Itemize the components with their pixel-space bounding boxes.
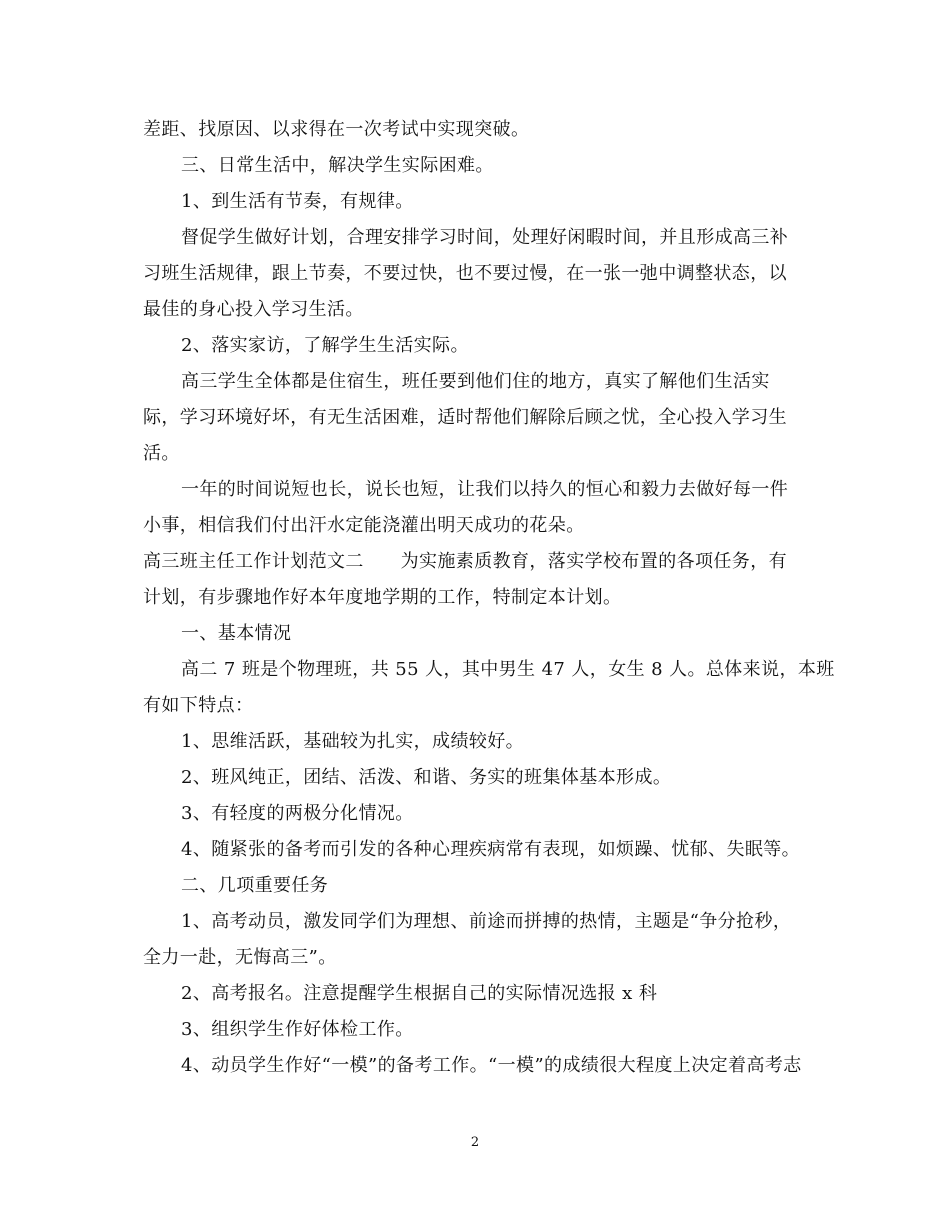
text-line: 最佳的身心投入学习生活。 (143, 299, 364, 320)
text-line: 际，学习环境好坏，有无生活困难，适时帮他们解除后顾之忧，全心投入学习生 (143, 407, 787, 428)
text-line: 三、日常生活中，解决学生实际困难。 (181, 155, 494, 176)
section-heading-line: 高三班主任工作计划范文二 为实施素质教育，落实学校布置的各项任务，有 (143, 551, 787, 572)
text-line: 3、有轻度的两极分化情况。 (181, 803, 414, 824)
text-line: 一年的时间说短也长，说长也短，让我们以持久的恒心和毅力去做好每一件 (181, 479, 789, 500)
text-line: 全力一赴，无悔高三”。 (143, 947, 337, 968)
text-line: 高三学生全体都是住宿生，班任要到他们住的地方，真实了解他们生活实 (181, 371, 770, 392)
text-line: 差距、找原因、以求得在一次考试中实现突破。 (143, 119, 530, 140)
text-line: 1、到生活有节奏，有规律。 (181, 191, 414, 212)
document-body (143, 112, 835, 1084)
text-line: 3、组织学生作好体检工作。 (181, 1019, 414, 1040)
text-line: 习班生活规律，跟上节奏，不要过快，也不要过慢，在一张一弛中调整状态，以 (143, 263, 787, 284)
text-line: 督促学生做好计划，合理安排学习时间，处理好闲暇时间，并且形成高三补 (181, 227, 789, 248)
page-number: 2 (470, 1135, 480, 1150)
text-line: 一、基本情况 (181, 623, 292, 644)
text-line: 二、几项重要任务 (181, 875, 329, 896)
text-line: 活。 (143, 443, 180, 464)
text-line: 2、班风纯正，团结、活泼、和谐、务实的班集体基本形成。 (181, 767, 672, 788)
text-line: 计划，有步骤地作好本年度地学期的工作，特制定本计划。 (143, 587, 622, 608)
text-line: 4、随紧张的备考而引发的各种心理疾病常有表现，如烦躁、忧郁、失眠等。 (181, 839, 801, 860)
text-line: 1、思维活跃，基础较为扎实，成绩较好。 (181, 731, 525, 752)
text-line: 高二 7 班是个物理班，共 55 人，其中男生 47 人，女生 8 人。总体来说，本班 (181, 659, 835, 680)
text-line: 4、动员学生作好“一模”的备考工作。“一模”的成绩很大程度上决定着高考志 (181, 1055, 802, 1076)
text-line: 2、落实家访，了解学生生活实际。 (181, 335, 469, 356)
text-line: 1、高考动员，激发同学们为理想、前途而拼搏的热情，主题是“争分抢秒， (181, 911, 792, 932)
text-line: 2、高考报名。注意提醒学生根据自己的实际情况选报 x 科 (181, 983, 658, 1004)
text-line: 有如下特点： (143, 695, 254, 716)
text-line: 小事，相信我们付出汗水定能浇灌出明天成功的花朵。 (143, 515, 585, 536)
